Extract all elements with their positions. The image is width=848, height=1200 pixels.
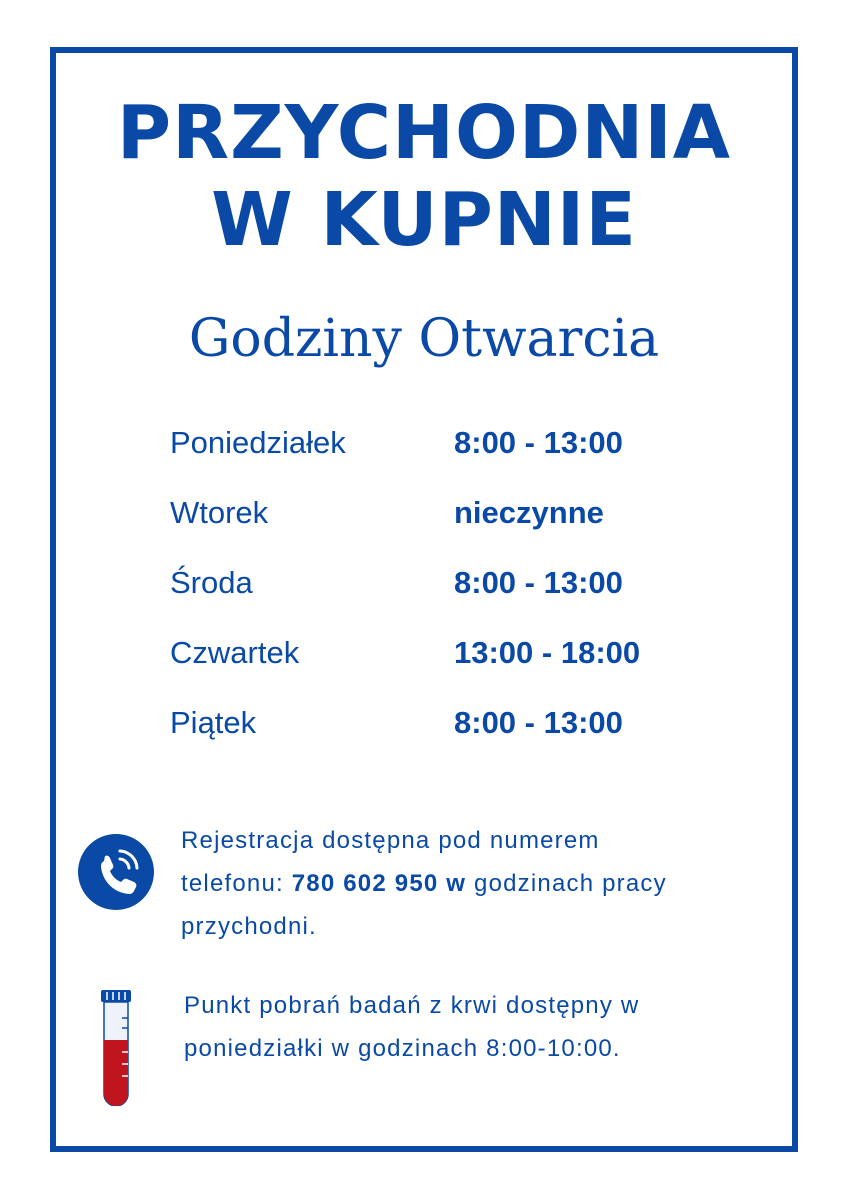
hours-row [170, 705, 730, 749]
time-value: 8:00 - 13:00 [454, 705, 623, 740]
day-label: Piątek [170, 705, 257, 740]
time-value: 8:00 - 13:00 [454, 425, 623, 460]
hours-row [170, 565, 730, 609]
time-value: 13:00 - 18:00 [454, 635, 641, 670]
registration-line2-prefix: telefonu: [181, 870, 292, 897]
day-label: Wtorek [170, 495, 269, 530]
day-label: Czwartek [170, 635, 300, 670]
registration-line2-suffix: godzinach pracy [466, 870, 667, 897]
registration-line3: przychodni. [181, 913, 317, 940]
opening-hours-heading: Godziny Otwarcia [188, 309, 660, 369]
blood-line2: poniedziałki w godzinach 8:00-10:00. [184, 1035, 621, 1062]
test-tube-icon [98, 988, 134, 1106]
registration-info [181, 819, 781, 948]
time-value: nieczynne [454, 495, 604, 530]
hours-row [170, 495, 730, 539]
phone-icon [78, 834, 154, 910]
blood-line1: Punkt pobrań badań z krwi dostępny w [184, 992, 640, 1019]
blood-test-info [184, 984, 784, 1070]
day-label: Środa [170, 565, 253, 600]
hours-row [170, 425, 730, 469]
clinic-title-line2: W KUPNIE [211, 177, 637, 263]
hours-row [170, 635, 730, 679]
phone-number: 780 602 950 w [291, 870, 467, 897]
registration-line1: Rejestracja dostępna pod numerem [181, 827, 600, 854]
day-label: Poniedziałek [170, 425, 346, 460]
registration-line2 [181, 862, 781, 905]
clinic-title-line1: PRZYCHODNIA [116, 90, 732, 176]
time-value: 8:00 - 13:00 [454, 565, 623, 600]
